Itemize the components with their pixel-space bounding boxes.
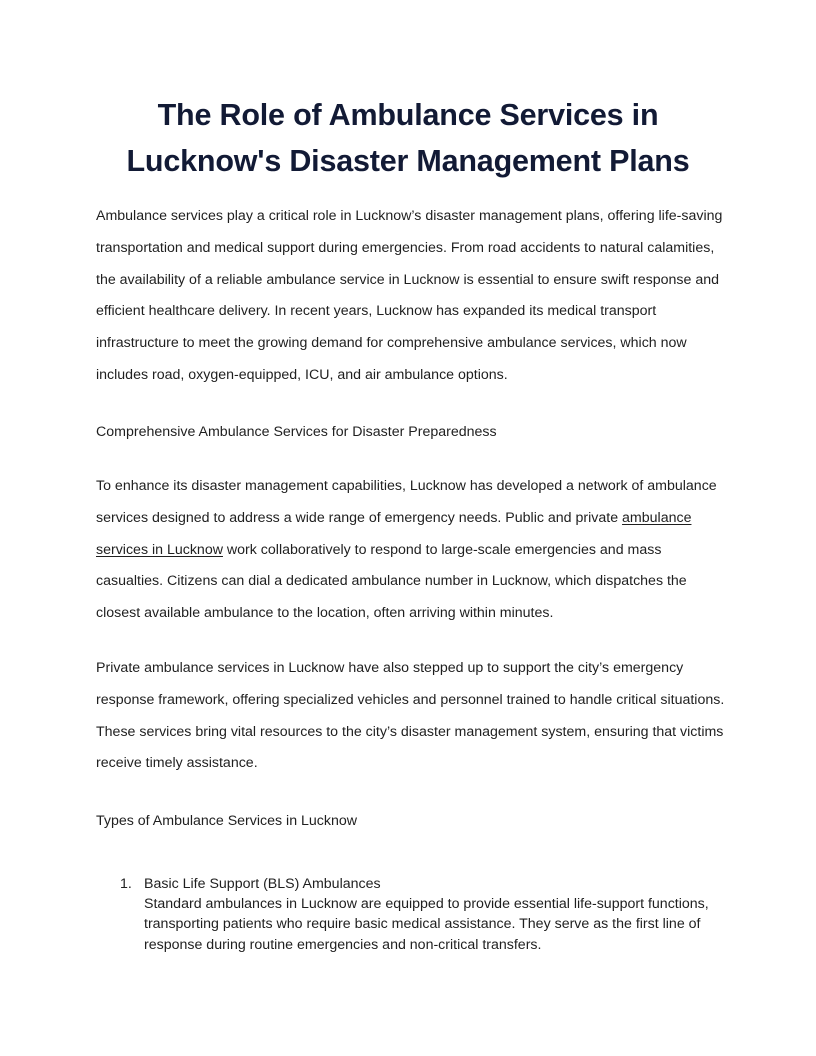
network-paragraph <box>96 471 726 630</box>
ambulance-services-link[interactable]: ambulance services in Lucknow <box>96 509 692 558</box>
network-paragraph-text-start: To enhance its disaster management capabilities, Lucknow has developed a network of ambulance services designed to address a wide range of emergency needs. Public and private <box>96 478 717 526</box>
list-item-body: Standard ambulances in Lucknow are equipped to provide essential life-support functions, transporting patients who require basic medical assistance. They serve as the first line of response during routine emergencies and non-critical transfers. <box>144 896 709 953</box>
list-item-number: 1. <box>120 876 132 892</box>
intro-paragraph: Ambulance services play a critical role in Lucknow’s disaster management plans, offering life-saving transportation and medical support during emergencies. From road accidents to natural calamities, the availability of a reliable ambulance service in Lucknow is essential to ensure swift response and efficient healthcare delivery. In recent years, Lucknow has expanded its medical transport infrastructure to meet the growing demand for comprehensive ambulance services, which now includes road, oxygen-equipped, ICU, and air ambulance options. <box>96 208 723 383</box>
list-item-title: Basic Life Support (BLS) Ambulances <box>144 876 381 892</box>
ambulance-types-list <box>96 874 726 955</box>
network-paragraph-text-end: work collaboratively to respond to large-scale emergencies and mass casualties. Citizens can dial a dedicated ambulance number in Lucknow, which dispatches the closest available ambulance to the location, often arriving within minutes. <box>96 541 687 622</box>
document-title: The Role of Ambulance Services in Lucknow's Disaster Management Plans <box>126 98 690 178</box>
private-services-paragraph: Private ambulance services in Lucknow have also stepped up to support the city’s emergency response framework, offering specialized vehicles and personnel trained to handle critical situations. These services bring vital resources to the city’s disaster management system, ensuring that victims receive timely assistance. <box>96 660 725 772</box>
section-heading-preparedness: Comprehensive Ambulance Services for Disaster Preparedness <box>96 424 497 440</box>
section-heading-types: Types of Ambulance Services in Lucknow <box>96 813 358 829</box>
list-item <box>96 874 726 955</box>
